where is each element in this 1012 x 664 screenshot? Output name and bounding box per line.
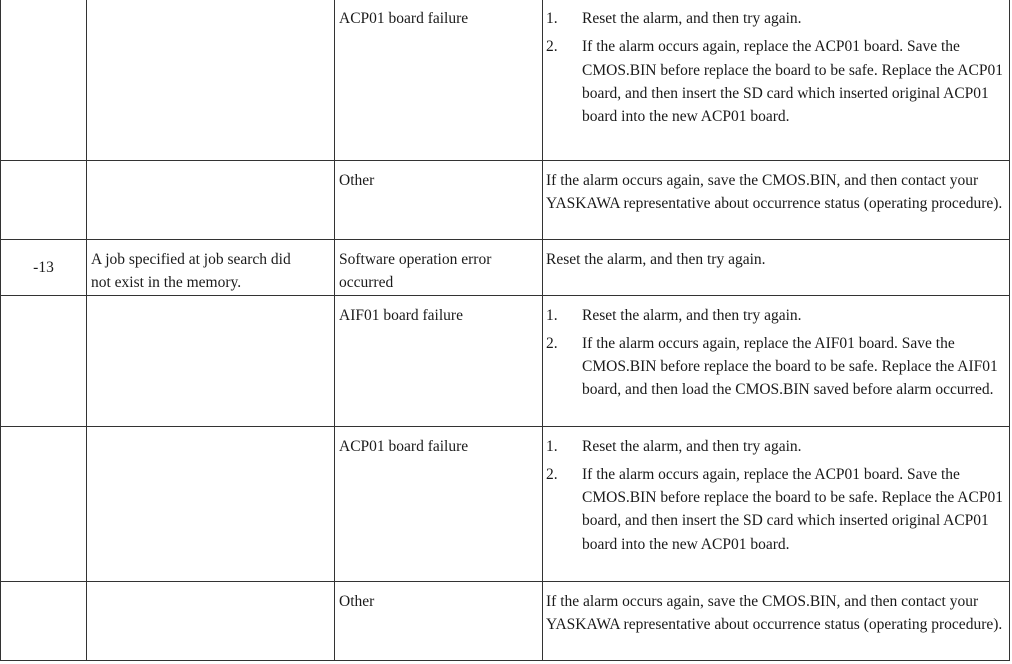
alarm-message-cell bbox=[87, 240, 335, 296]
step-number: 2. bbox=[546, 465, 558, 483]
remedy-cell bbox=[543, 161, 1010, 240]
cause-cell bbox=[335, 0, 543, 161]
alarm-message bbox=[87, 161, 334, 169]
alarm-code-cell bbox=[1, 161, 87, 240]
step-text: Reset the alarm, and then try again. bbox=[582, 437, 802, 455]
alarm-code-cell bbox=[1, 0, 87, 161]
alarm-code: -13 bbox=[33, 258, 54, 276]
remedy-steps bbox=[546, 304, 1007, 402]
alarm-message bbox=[87, 582, 334, 590]
step-text: Reset the alarm, and then try again. bbox=[582, 306, 802, 324]
cause-cell bbox=[335, 240, 543, 296]
step-number: 2. bbox=[546, 334, 558, 352]
cause-cell bbox=[335, 426, 543, 581]
remedy-steps bbox=[546, 435, 1007, 556]
step-number: 1. bbox=[546, 437, 558, 455]
step-number: 2. bbox=[546, 38, 558, 56]
step-text: If the alarm occurs again, replace the ACP01 board. Save the CMOS.BIN before replace the board to be safe. Replace the ACP01 board, and then insert the SD card which inserted original ACP01 board into the new ACP01 board. bbox=[582, 38, 1003, 126]
alarm-message-cell bbox=[87, 161, 335, 240]
cause-text: ACP01 board failure bbox=[339, 437, 469, 455]
remedy-cell bbox=[543, 0, 1010, 161]
alarm-message-cell bbox=[87, 426, 335, 581]
alarm-message-cell bbox=[87, 581, 335, 660]
remedy-step bbox=[546, 332, 1007, 402]
remedy-cell bbox=[543, 581, 1010, 660]
remedy-step bbox=[546, 304, 1007, 327]
cause-text: AIF01 board failure bbox=[339, 306, 463, 324]
remedy-cell bbox=[543, 240, 1010, 296]
alarm-code-cell bbox=[1, 240, 87, 296]
alarm-message bbox=[87, 427, 334, 435]
table-row bbox=[1, 426, 1010, 581]
cause-text: ACP01 board failure bbox=[339, 10, 469, 27]
cause-text: Software operation error occurred bbox=[339, 251, 492, 292]
step-text: If the alarm occurs again, replace the AIF01 board. Save the CMOS.BIN before replace the board to be safe. Replace the AIF01 board, and then load the CMOS.BIN saved before alarm occurred. bbox=[582, 334, 998, 399]
remedy-step bbox=[546, 7, 1007, 30]
remedy-step bbox=[546, 35, 1007, 128]
alarm-code-cell bbox=[1, 295, 87, 426]
remedy-text: If the alarm occurs again, save the CMOS.BIN, and then contact your YASKAWA representative about occurrence status (operating procedure). bbox=[546, 592, 1003, 633]
alarm-code-cell bbox=[1, 581, 87, 660]
table-row bbox=[1, 0, 1010, 161]
remedy-step bbox=[546, 463, 1007, 556]
table-row bbox=[1, 161, 1010, 240]
table-row bbox=[1, 295, 1010, 426]
remedy-cell bbox=[543, 426, 1010, 581]
remedy-text: Reset the alarm, and then try again. bbox=[546, 251, 766, 268]
cause-cell bbox=[335, 161, 543, 240]
alarm-message bbox=[87, 296, 334, 304]
alarm-message bbox=[87, 0, 334, 7]
step-number: 1. bbox=[546, 306, 558, 324]
table-row bbox=[1, 240, 1010, 296]
alarm-message-cell bbox=[87, 295, 335, 426]
step-text: Reset the alarm, and then try again. bbox=[582, 10, 802, 27]
cause-text: Other bbox=[339, 172, 375, 189]
remedy-cell bbox=[543, 295, 1010, 426]
remedy-step bbox=[546, 435, 1007, 458]
cause-text: Other bbox=[339, 592, 375, 610]
step-number: 1. bbox=[546, 10, 558, 27]
step-text: If the alarm occurs again, replace the ACP01 board. Save the CMOS.BIN before replace the board to be safe. Replace the ACP01 board, and then insert the SD card which inserted original ACP01 board into the new ACP01 board. bbox=[582, 465, 1003, 553]
cause-cell bbox=[335, 581, 543, 660]
table-row bbox=[1, 581, 1010, 660]
remedy-text: If the alarm occurs again, save the CMOS.BIN, and then contact your YASKAWA representative about occurrence status (operating procedure). bbox=[546, 172, 1003, 213]
alarm-message-cell bbox=[87, 0, 335, 161]
alarm-code-cell bbox=[1, 426, 87, 581]
alarm-message: A job specified at job search did not exist in the memory. bbox=[91, 251, 291, 292]
remedy-steps bbox=[546, 7, 1007, 128]
cause-cell bbox=[335, 295, 543, 426]
